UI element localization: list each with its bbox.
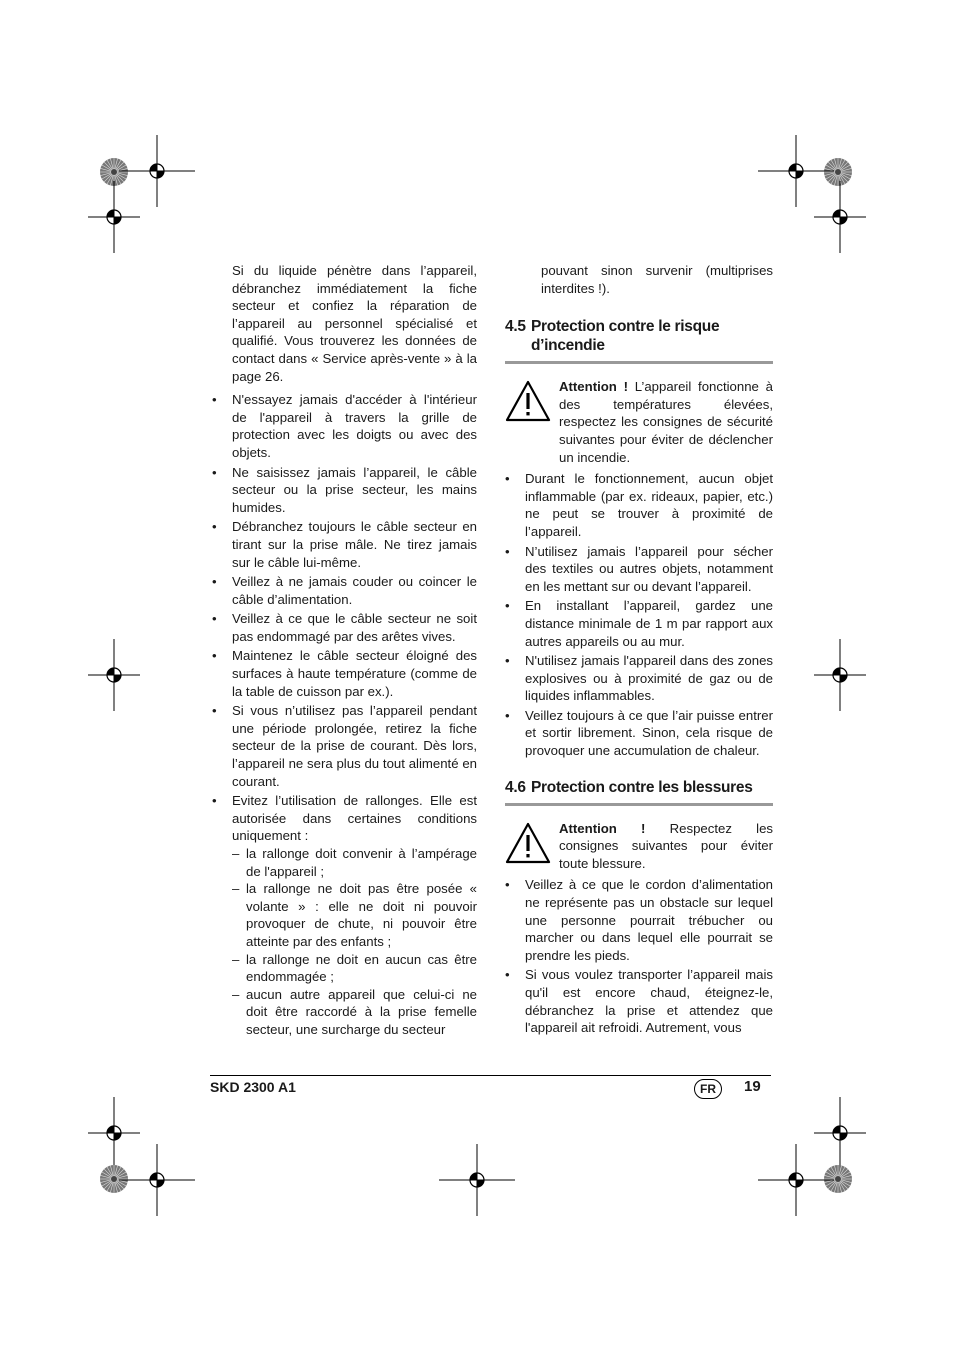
- right-column: [505, 262, 773, 1039]
- section-number: 4.6: [505, 778, 526, 796]
- safety-bullet-list: [212, 391, 477, 1038]
- section-number: 4.5: [505, 318, 526, 336]
- section-heading-4-5: [505, 317, 773, 364]
- fire-bullet-list: [505, 470, 773, 760]
- section-title: Protection contre les blessures: [531, 778, 753, 796]
- list-item: • N'utilisez jamais l'appareil dans des zones explosives ou à proximité de gaz ou de liquides inflammables.: [505, 652, 773, 705]
- dash-item: – la rallonge doit convenir à l’ampérage de l'appareil ;: [232, 845, 477, 880]
- registration-crosshair-icon: [117, 1140, 197, 1220]
- left-column: [212, 262, 477, 1041]
- intro-paragraph: Si du liquide pénètre dans l’appareil, débranchez immédiatement la fiche secteur et confiez la réparation de l’appareil au personnel spécialisé et qualifié. Vous trouverez les données de contact dans « Service après-vente » à la page 26.: [232, 263, 477, 384]
- registration-crosshair-icon: [756, 1140, 836, 1220]
- page-number: 19: [744, 1078, 761, 1095]
- list-item-text: Evitez l’utilisation de rallonges. Elle est autorisée dans certaines conditions uniquement :: [232, 793, 477, 844]
- list-item: • Ne saisissez jamais l’appareil, le câble secteur ou la prise secteur, les mains humides.: [212, 464, 477, 517]
- section-title: Protection contre le risque: [531, 318, 720, 336]
- list-item: • Si vous n’utilisez pas l’appareil pendant une période prolongée, retirez la fiche secteur de la prise de courant. Dès lors, l’appareil ne sera plus du tout alimenté en courant.: [212, 702, 477, 790]
- list-item: • N'essayez jamais d'accéder à l'intérieur de l'appareil à travers la grille de protection avec les doigts ou avec des objets.: [212, 391, 477, 461]
- list-item: • Veillez à ce que le cordon d’alimentation ne représente pas un obstacle sur lequel une personne pourrait trébucher ou marcher ou dans lequel elle pourrait se prendre les pieds.: [505, 876, 773, 964]
- list-item: • Débranchez toujours le câble secteur en tirant sur la prise mâle. Ne tirez jamais sur le câble lui-même.: [212, 518, 477, 571]
- footer-model: SKD 2300 A1: [210, 1079, 296, 1095]
- list-item: • Durant le fonctionnement, aucun objet inflammable (par ex. rideaux, papier, etc.) ne peut se trouver à proximité de l’appareil.: [505, 470, 773, 540]
- continuation-text: pouvant sinon survenir (multiprises interdites !).: [541, 263, 773, 296]
- warning-triangle-icon: [505, 822, 551, 864]
- registration-crosshair-icon: [437, 1140, 517, 1220]
- dash-item: – la rallonge ne doit en aucun cas être endommagée ;: [232, 951, 477, 986]
- list-item: • Veillez toujours à ce que l’air puisse entrer et sortir librement. Sinon, cela risque de provoquer une accumulation de chaleur.: [505, 707, 773, 760]
- dash-item: – la rallonge ne doit pas être posée « volante » : elle ne doit ni pouvoir provoquer de chute, ni pouvoir être atteinte par des enfants ;: [232, 880, 477, 950]
- dash-item: – aucun autre appareil que celui-ci ne doit être raccordé à la prise femelle secteur, une surcharge du secteur: [232, 986, 477, 1039]
- list-item: • Maintenez le câble secteur éloigné des surfaces à haute température (comme de la table de cuisson par ex.).: [212, 647, 477, 700]
- warning-text: L’appareil fonctionne à des températures élevées, respectez les consignes de sécurité suivantes pour éviter de déclencher un incendie.: [559, 379, 773, 465]
- registration-crosshair-icon: [800, 177, 880, 257]
- list-item: • Si vous voulez transporter l’appareil mais qu'il est encore chaud, éteignez-le, débranchez la prise et attendez que l'appareil ait refroidi. Autrement, vous: [505, 966, 773, 1036]
- fire-warning-box: [505, 378, 773, 466]
- section-title-continued: d’incendie: [531, 337, 605, 355]
- registration-crosshair-icon: [74, 177, 154, 257]
- warning-label: Attention !: [559, 820, 646, 836]
- injury-warning-box: [505, 820, 773, 873]
- list-item: • N’utilisez jamais l’appareil pour sécher des textiles ou autres objets, notamment en les mettant sur ou devant l’appareil.: [505, 543, 773, 596]
- footer-rule: [210, 1075, 771, 1076]
- list-item: • Veillez à ce que le câble secteur ne soit pas endommagé par des arêtes vives.: [212, 610, 477, 645]
- language-badge: FR: [694, 1079, 722, 1099]
- warning-label: Attention !: [559, 379, 629, 395]
- list-item: • En installant l’appareil, gardez une distance minimale de 1 m par rapport aux autres appareils ou au mur.: [505, 597, 773, 650]
- warning-triangle-icon: [505, 380, 551, 422]
- list-item: [212, 792, 477, 1038]
- registration-crosshair-icon: [800, 635, 880, 715]
- registration-crosshair-icon: [74, 635, 154, 715]
- list-item: • Veillez à ne jamais couder ou coincer le câble d’alimentation.: [212, 573, 477, 608]
- warning-text: Respectez les consignes suivantes pour éviter toute blessure.: [559, 820, 773, 871]
- extension-cord-conditions: [232, 845, 477, 1039]
- injury-bullet-list: [505, 876, 773, 1036]
- section-heading-4-6: [505, 778, 773, 806]
